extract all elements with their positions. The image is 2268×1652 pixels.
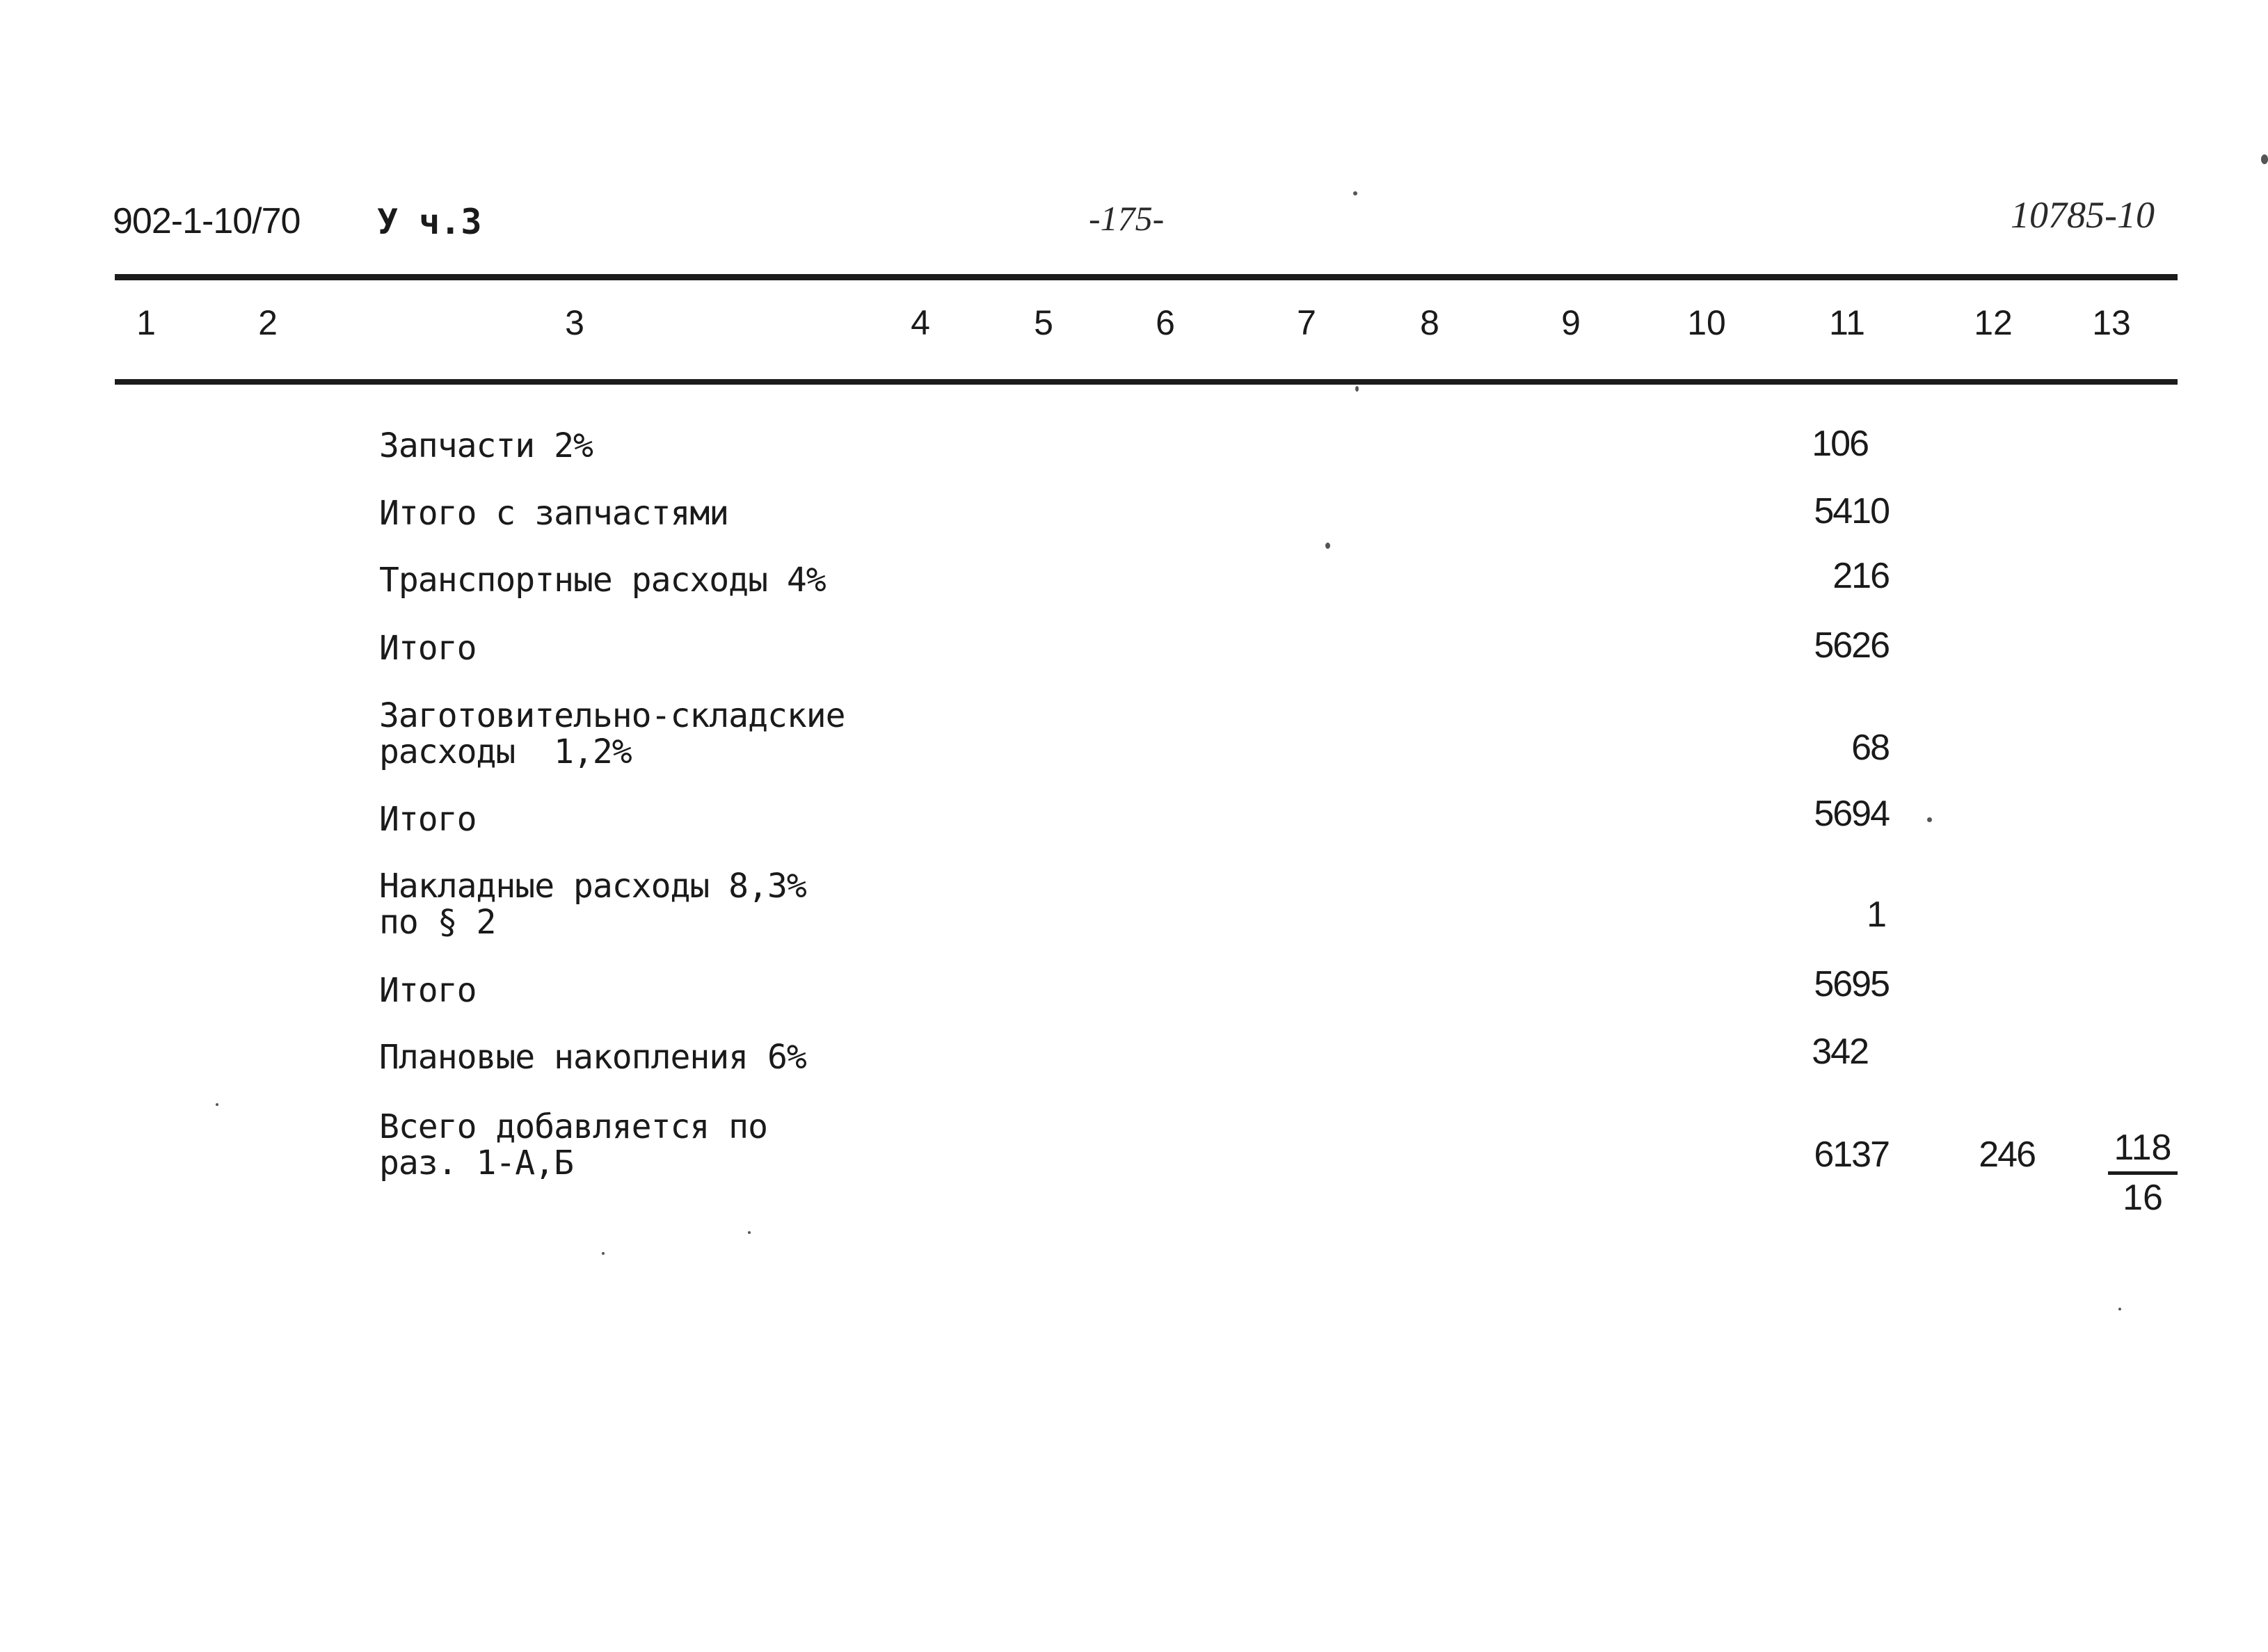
row-value-col11: 106 [1812, 424, 1868, 464]
document-part: У ч.3 [377, 202, 482, 242]
header-top-rule [115, 274, 2178, 280]
row-value-col11: 5695 [1814, 964, 1889, 1004]
row-value-col11: 68 [1851, 728, 1889, 768]
scan-speck [1355, 386, 1359, 392]
row-label-total: Итого [379, 971, 477, 1010]
row-label-grand-total: Всего добавляется по [379, 1107, 767, 1146]
row-label-overhead: Накладные расходы 8,3% [379, 867, 806, 906]
document-code: 902-1-10/70 [113, 201, 301, 241]
row-value-col11: 5626 [1814, 625, 1889, 666]
row-value-col11: 1 [1867, 895, 1885, 935]
total-fraction [2108, 1127, 2178, 1221]
row-value-col11: 6137 [1814, 1134, 1889, 1175]
page-number: -175- [1089, 199, 1165, 238]
scan-speck [2261, 154, 2268, 164]
row-value-col12: 246 [1979, 1134, 2035, 1175]
scan-speck [1325, 543, 1330, 549]
scan-speck [602, 1252, 605, 1255]
column-header-8: 8 [1420, 303, 1439, 342]
column-header-10: 10 [1687, 303, 1726, 342]
column-header-11: 11 [1829, 303, 1865, 342]
column-header-4: 4 [911, 303, 930, 342]
row-value-col11: 5410 [1814, 491, 1889, 531]
row-value-col11: 342 [1812, 1032, 1868, 1072]
row-label-spare-parts: Запчасти 2% [379, 426, 593, 465]
scan-speck [2118, 1308, 2121, 1310]
row-label-overhead-line2: по § 2 [379, 903, 496, 942]
row-label-procurement-storage: Заготовительно-складские [379, 696, 845, 735]
row-label-procurement-storage-line2: расходы 1,2% [379, 732, 632, 771]
row-label-grand-total-line2: раз. 1-А,Б [379, 1144, 573, 1182]
column-header-13: 13 [2092, 303, 2131, 342]
scan-speck [216, 1103, 218, 1106]
header-bottom-rule [115, 379, 2178, 385]
row-label-total: Итого [379, 629, 477, 668]
row-label-planned-savings: Плановые накопления 6% [379, 1038, 806, 1077]
column-header-12: 12 [1974, 303, 2013, 342]
row-value-col11: 5694 [1814, 794, 1889, 834]
column-header-7: 7 [1297, 303, 1316, 342]
column-header-3: 3 [565, 303, 584, 342]
column-header-9: 9 [1561, 303, 1581, 342]
row-value-col11: 216 [1832, 556, 1889, 596]
scan-speck [1353, 191, 1357, 195]
column-header-2: 2 [258, 303, 278, 342]
row-label-total: Итого [379, 800, 477, 839]
column-header-1: 1 [136, 303, 156, 342]
scan-speck [1927, 817, 1932, 822]
fraction-numerator: 118 [2108, 1127, 2178, 1175]
column-header-5: 5 [1034, 303, 1053, 342]
sheet-code: 10785-10 [2011, 194, 2155, 236]
scan-speck [748, 1231, 751, 1234]
row-label-transport: Транспортные расходы 4% [379, 561, 826, 600]
column-header-6: 6 [1156, 303, 1175, 342]
fraction-denominator: 16 [2123, 1178, 2163, 1218]
row-label-total-with-parts: Итого с запчастями [379, 494, 729, 533]
